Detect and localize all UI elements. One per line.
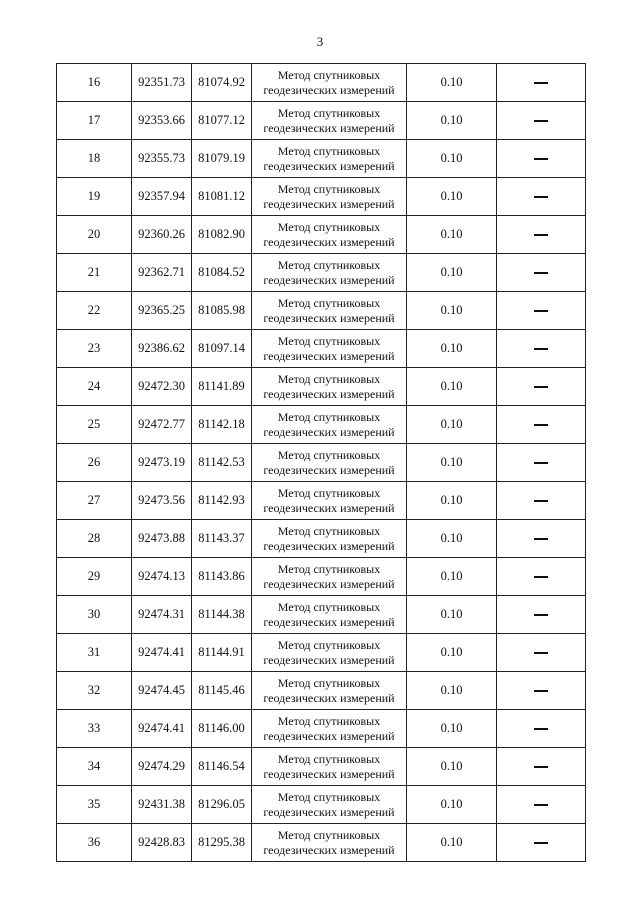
accuracy-cell: 0.10 bbox=[407, 178, 497, 216]
note-cell bbox=[497, 64, 586, 102]
table-row bbox=[57, 444, 586, 482]
point-number-cell: 24 bbox=[57, 368, 132, 406]
method-line-2: геодезических измерений bbox=[263, 120, 395, 135]
dash-mark bbox=[534, 842, 548, 844]
method-cell bbox=[252, 140, 407, 178]
method-line-1: Метод спутниковых bbox=[277, 257, 381, 272]
dash-mark bbox=[534, 158, 548, 160]
table-row bbox=[57, 558, 586, 596]
dash-mark bbox=[534, 196, 548, 198]
method-line-1: Метод спутниковых bbox=[277, 219, 381, 234]
method-line-1: Метод спутниковых bbox=[277, 333, 381, 348]
method-line-2: геодезических измерений bbox=[263, 804, 395, 819]
point-number-cell: 34 bbox=[57, 748, 132, 786]
x-coordinate-cell: 92355.73 bbox=[132, 140, 192, 178]
accuracy-cell: 0.10 bbox=[407, 292, 497, 330]
method-cell bbox=[252, 254, 407, 292]
x-coordinate-cell: 92474.45 bbox=[132, 672, 192, 710]
x-coordinate-cell: 92360.26 bbox=[132, 216, 192, 254]
table-row bbox=[57, 178, 586, 216]
note-cell bbox=[497, 482, 586, 520]
x-coordinate-cell: 92474.29 bbox=[132, 748, 192, 786]
x-coordinate-cell: 92474.31 bbox=[132, 596, 192, 634]
method-line-2: геодезических измерений bbox=[263, 500, 395, 515]
dash-mark bbox=[534, 272, 548, 274]
point-number-cell: 25 bbox=[57, 406, 132, 444]
table-row bbox=[57, 520, 586, 558]
method-cell bbox=[252, 824, 407, 862]
dash-mark bbox=[534, 766, 548, 768]
note-cell bbox=[497, 368, 586, 406]
accuracy-cell: 0.10 bbox=[407, 330, 497, 368]
method-line-1: Метод спутниковых bbox=[277, 713, 381, 728]
method-line-1: Метод спутниковых bbox=[277, 447, 381, 462]
table-row bbox=[57, 64, 586, 102]
dash-mark bbox=[534, 538, 548, 540]
accuracy-cell: 0.10 bbox=[407, 710, 497, 748]
x-coordinate-cell: 92472.77 bbox=[132, 406, 192, 444]
accuracy-cell: 0.10 bbox=[407, 102, 497, 140]
note-cell bbox=[497, 786, 586, 824]
method-line-1: Метод спутниковых bbox=[277, 181, 381, 196]
method-line-2: геодезических измерений bbox=[263, 576, 395, 591]
y-coordinate-cell: 81097.14 bbox=[192, 330, 252, 368]
y-coordinate-cell: 81141.89 bbox=[192, 368, 252, 406]
accuracy-cell: 0.10 bbox=[407, 786, 497, 824]
y-coordinate-cell: 81081.12 bbox=[192, 178, 252, 216]
method-line-2: геодезических измерений bbox=[263, 690, 395, 705]
method-line-2: геодезических измерений bbox=[263, 842, 395, 857]
table-row bbox=[57, 748, 586, 786]
table-row bbox=[57, 824, 586, 862]
x-coordinate-cell: 92362.71 bbox=[132, 254, 192, 292]
point-number-cell: 29 bbox=[57, 558, 132, 596]
method-cell bbox=[252, 748, 407, 786]
method-line-1: Метод спутниковых bbox=[277, 599, 381, 614]
accuracy-cell: 0.10 bbox=[407, 672, 497, 710]
note-cell bbox=[497, 406, 586, 444]
method-line-2: геодезических измерений bbox=[263, 728, 395, 743]
accuracy-cell: 0.10 bbox=[407, 824, 497, 862]
point-number-cell: 35 bbox=[57, 786, 132, 824]
method-cell bbox=[252, 178, 407, 216]
y-coordinate-cell: 81296.05 bbox=[192, 786, 252, 824]
page-number: 3 bbox=[316, 34, 324, 49]
point-number-cell: 32 bbox=[57, 672, 132, 710]
table-row bbox=[57, 330, 586, 368]
dash-mark bbox=[534, 728, 548, 730]
x-coordinate-cell: 92386.62 bbox=[132, 330, 192, 368]
dash-mark bbox=[534, 424, 548, 426]
method-line-1: Метод спутниковых bbox=[277, 295, 381, 310]
method-line-1: Метод спутниковых bbox=[277, 485, 381, 500]
method-line-1: Метод спутниковых bbox=[277, 67, 381, 82]
y-coordinate-cell: 81143.86 bbox=[192, 558, 252, 596]
point-number-cell: 33 bbox=[57, 710, 132, 748]
point-number-cell: 17 bbox=[57, 102, 132, 140]
accuracy-cell: 0.10 bbox=[407, 596, 497, 634]
accuracy-cell: 0.10 bbox=[407, 368, 497, 406]
table-row bbox=[57, 596, 586, 634]
method-line-2: геодезических измерений bbox=[263, 614, 395, 629]
x-coordinate-cell: 92428.83 bbox=[132, 824, 192, 862]
dash-mark bbox=[534, 690, 548, 692]
dash-mark bbox=[534, 462, 548, 464]
method-cell bbox=[252, 216, 407, 254]
method-line-1: Метод спутниковых bbox=[277, 675, 381, 690]
y-coordinate-cell: 81082.90 bbox=[192, 216, 252, 254]
method-line-1: Метод спутниковых bbox=[277, 105, 381, 120]
accuracy-cell: 0.10 bbox=[407, 748, 497, 786]
y-coordinate-cell: 81143.37 bbox=[192, 520, 252, 558]
accuracy-cell: 0.10 bbox=[407, 558, 497, 596]
method-cell bbox=[252, 444, 407, 482]
note-cell bbox=[497, 292, 586, 330]
method-line-1: Метод спутниковых bbox=[277, 827, 381, 842]
method-cell bbox=[252, 482, 407, 520]
table-row bbox=[57, 406, 586, 444]
method-line-2: геодезических измерений bbox=[263, 766, 395, 781]
note-cell bbox=[497, 330, 586, 368]
x-coordinate-cell: 92472.30 bbox=[132, 368, 192, 406]
table-row bbox=[57, 634, 586, 672]
dash-mark bbox=[534, 614, 548, 616]
method-line-1: Метод спутниковых bbox=[277, 371, 381, 386]
x-coordinate-cell: 92353.66 bbox=[132, 102, 192, 140]
note-cell bbox=[497, 102, 586, 140]
method-cell bbox=[252, 406, 407, 444]
method-line-1: Метод спутниковых bbox=[277, 751, 381, 766]
note-cell bbox=[497, 748, 586, 786]
method-line-1: Метод спутниковых bbox=[277, 637, 381, 652]
table-row bbox=[57, 140, 586, 178]
y-coordinate-cell: 81295.38 bbox=[192, 824, 252, 862]
method-cell bbox=[252, 520, 407, 558]
method-cell bbox=[252, 786, 407, 824]
method-cell bbox=[252, 292, 407, 330]
method-cell bbox=[252, 102, 407, 140]
point-number-cell: 19 bbox=[57, 178, 132, 216]
point-number-cell: 21 bbox=[57, 254, 132, 292]
dash-mark bbox=[534, 234, 548, 236]
method-line-1: Метод спутниковых bbox=[277, 409, 381, 424]
x-coordinate-cell: 92473.88 bbox=[132, 520, 192, 558]
method-line-2: геодезических измерений bbox=[263, 310, 395, 325]
x-coordinate-cell: 92474.41 bbox=[132, 710, 192, 748]
y-coordinate-cell: 81142.53 bbox=[192, 444, 252, 482]
y-coordinate-cell: 81077.12 bbox=[192, 102, 252, 140]
table-row bbox=[57, 102, 586, 140]
accuracy-cell: 0.10 bbox=[407, 406, 497, 444]
y-coordinate-cell: 81144.38 bbox=[192, 596, 252, 634]
note-cell bbox=[497, 558, 586, 596]
x-coordinate-cell: 92473.19 bbox=[132, 444, 192, 482]
point-number-cell: 31 bbox=[57, 634, 132, 672]
y-coordinate-cell: 81084.52 bbox=[192, 254, 252, 292]
dash-mark bbox=[534, 500, 548, 502]
note-cell bbox=[497, 824, 586, 862]
accuracy-cell: 0.10 bbox=[407, 520, 497, 558]
y-coordinate-cell: 81079.19 bbox=[192, 140, 252, 178]
method-cell bbox=[252, 672, 407, 710]
dash-mark bbox=[534, 310, 548, 312]
x-coordinate-cell: 92365.25 bbox=[132, 292, 192, 330]
y-coordinate-cell: 81146.54 bbox=[192, 748, 252, 786]
method-line-2: геодезических измерений bbox=[263, 158, 395, 173]
point-number-cell: 18 bbox=[57, 140, 132, 178]
table-row bbox=[57, 368, 586, 406]
method-line-1: Метод спутниковых bbox=[277, 789, 381, 804]
x-coordinate-cell: 92473.56 bbox=[132, 482, 192, 520]
point-number-cell: 36 bbox=[57, 824, 132, 862]
accuracy-cell: 0.10 bbox=[407, 482, 497, 520]
note-cell bbox=[497, 672, 586, 710]
accuracy-cell: 0.10 bbox=[407, 254, 497, 292]
method-line-2: геодезических измерений bbox=[263, 462, 395, 477]
accuracy-cell: 0.10 bbox=[407, 444, 497, 482]
method-line-2: геодезических измерений bbox=[263, 538, 395, 553]
coordinates-table bbox=[56, 63, 586, 862]
note-cell bbox=[497, 596, 586, 634]
point-number-cell: 16 bbox=[57, 64, 132, 102]
y-coordinate-cell: 81074.92 bbox=[192, 64, 252, 102]
method-line-2: геодезических измерений bbox=[263, 652, 395, 667]
dash-mark bbox=[534, 386, 548, 388]
coordinates-table-body bbox=[57, 64, 586, 862]
point-number-cell: 23 bbox=[57, 330, 132, 368]
method-cell bbox=[252, 634, 407, 672]
note-cell bbox=[497, 520, 586, 558]
method-cell bbox=[252, 596, 407, 634]
note-cell bbox=[497, 216, 586, 254]
y-coordinate-cell: 81144.91 bbox=[192, 634, 252, 672]
dash-mark bbox=[534, 652, 548, 654]
method-line-2: геодезических измерений bbox=[263, 272, 395, 287]
y-coordinate-cell: 81145.46 bbox=[192, 672, 252, 710]
point-number-cell: 22 bbox=[57, 292, 132, 330]
point-number-cell: 28 bbox=[57, 520, 132, 558]
dash-mark bbox=[534, 82, 548, 84]
table-row bbox=[57, 786, 586, 824]
x-coordinate-cell: 92351.73 bbox=[132, 64, 192, 102]
method-cell bbox=[252, 64, 407, 102]
method-line-2: геодезических измерений bbox=[263, 386, 395, 401]
accuracy-cell: 0.10 bbox=[407, 64, 497, 102]
note-cell bbox=[497, 634, 586, 672]
x-coordinate-cell: 92474.13 bbox=[132, 558, 192, 596]
accuracy-cell: 0.10 bbox=[407, 140, 497, 178]
method-line-2: геодезических измерений bbox=[263, 348, 395, 363]
y-coordinate-cell: 81142.18 bbox=[192, 406, 252, 444]
method-cell bbox=[252, 558, 407, 596]
table-row bbox=[57, 710, 586, 748]
note-cell bbox=[497, 140, 586, 178]
method-line-1: Метод спутниковых bbox=[277, 143, 381, 158]
method-cell bbox=[252, 710, 407, 748]
method-line-2: геодезических измерений bbox=[263, 82, 395, 97]
note-cell bbox=[497, 178, 586, 216]
dash-mark bbox=[534, 804, 548, 806]
method-line-2: геодезических измерений bbox=[263, 424, 395, 439]
table-row bbox=[57, 292, 586, 330]
method-cell bbox=[252, 368, 407, 406]
note-cell bbox=[497, 444, 586, 482]
method-line-1: Метод спутниковых bbox=[277, 561, 381, 576]
method-line-2: геодезических измерений bbox=[263, 196, 395, 211]
table-row bbox=[57, 672, 586, 710]
accuracy-cell: 0.10 bbox=[407, 216, 497, 254]
dash-mark bbox=[534, 120, 548, 122]
point-number-cell: 20 bbox=[57, 216, 132, 254]
y-coordinate-cell: 81146.00 bbox=[192, 710, 252, 748]
x-coordinate-cell: 92474.41 bbox=[132, 634, 192, 672]
table-row bbox=[57, 482, 586, 520]
method-line-2: геодезических измерений bbox=[263, 234, 395, 249]
method-line-1: Метод спутниковых bbox=[277, 523, 381, 538]
accuracy-cell: 0.10 bbox=[407, 634, 497, 672]
point-number-cell: 26 bbox=[57, 444, 132, 482]
note-cell bbox=[497, 254, 586, 292]
dash-mark bbox=[534, 348, 548, 350]
point-number-cell: 27 bbox=[57, 482, 132, 520]
table-row bbox=[57, 216, 586, 254]
y-coordinate-cell: 81142.93 bbox=[192, 482, 252, 520]
y-coordinate-cell: 81085.98 bbox=[192, 292, 252, 330]
x-coordinate-cell: 92357.94 bbox=[132, 178, 192, 216]
method-cell bbox=[252, 330, 407, 368]
table-row bbox=[57, 254, 586, 292]
point-number-cell: 30 bbox=[57, 596, 132, 634]
dash-mark bbox=[534, 576, 548, 578]
note-cell bbox=[497, 710, 586, 748]
x-coordinate-cell: 92431.38 bbox=[132, 786, 192, 824]
